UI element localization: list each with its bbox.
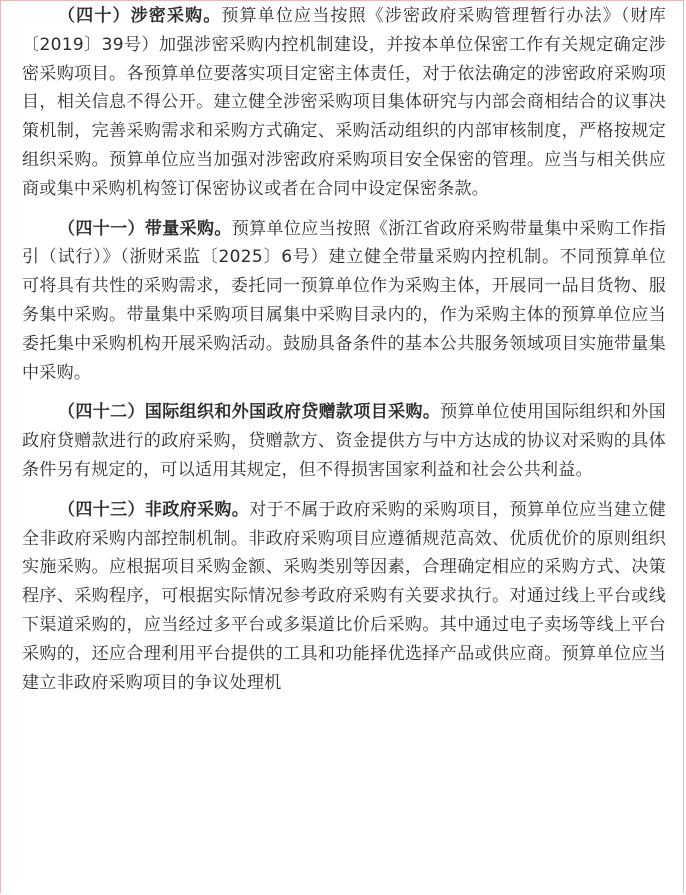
- paragraph-classified-procurement: [22, 2, 666, 204]
- paragraph-text: 预算单位应当按照《涉密政府采购管理暂行办法》（财库〔2019〕39号）加强涉密采购内控机制建设，并按本单位保密工作有关规定确定涉密采购项目。各预算单位要落实项目定密主体责任，对于依法确定的涉密政府采购项目，相关信息不得公开。建立健全涉密采购项目集体研究与内部会商相结合的议事决策机制，完善采购需求和采购方式确定、采购活动组织的内部审核制度，严格按规定组织采购。预算单位应当加强对涉密政府采购项目安全保密的管理。应当与相关供应商或集中采购机构签订保密协议或者在合同中设定保密条款。: [22, 6, 667, 199]
- paragraph-text: 预算单位应当按照《浙江省政府采购带量集中采购工作指引（试行）》（浙财采监〔2025〕6号）建立健全带量采购内控机制。不同预算单位可将具有共性的采购需求，委托同一预算单位作为采购主体，开展同一品目货物、服务集中采购。带量集中采购项目属集中采购目录内的，作为采购主体的预算单位应当委托集中采购机构开展采购活动。鼓励具备条件的基本公共服务领域项目实施带量集中采购。: [22, 218, 667, 383]
- paragraph-heading: （四十一）带量采购。: [58, 218, 232, 239]
- paragraph-heading: （四十二）国际组织和外国政府贷赠款项目采购。: [58, 402, 441, 423]
- document-body: [22, 2, 666, 708]
- paragraph-volume-procurement: [22, 215, 666, 388]
- paragraph-text: 对于不属于政府采购的采购项目，预算单位应当建立健全非政府采购内部控制机制。非政府采购项目应遵循规范高效、优质优价的原则组织实施采购。应根据项目采购金额、采购类别等因素，合理确定相应的采购方式、决策程序、采购程序，可根据实际情况参考政府采购有关要求执行。对通过线上平台或线下渠道采购的，应当经过多平台或多渠道比价后采购。其中通过电子卖场等线上平台采购的，还应合理利用平台提供的工具和功能择优选择产品或供应商。预算单位应当建立非政府采购项目的争议处理机: [22, 499, 666, 693]
- paragraph-international-loan-procurement: [22, 398, 666, 484]
- paragraph-non-government-procurement: [22, 496, 666, 698]
- paragraph-heading: （四十）涉密采购。: [58, 6, 222, 26]
- paragraph-heading: （四十三）非政府采购。: [58, 499, 250, 520]
- paragraph-text: 预算单位使用国际组织和外国政府贷赠款进行的政府采购，贷赠款方、资金提供方与中方达成的协议对采购的具体条件另有规定的，可以适用其规定，但不得损害国家利益和社会公共利益。: [22, 402, 666, 480]
